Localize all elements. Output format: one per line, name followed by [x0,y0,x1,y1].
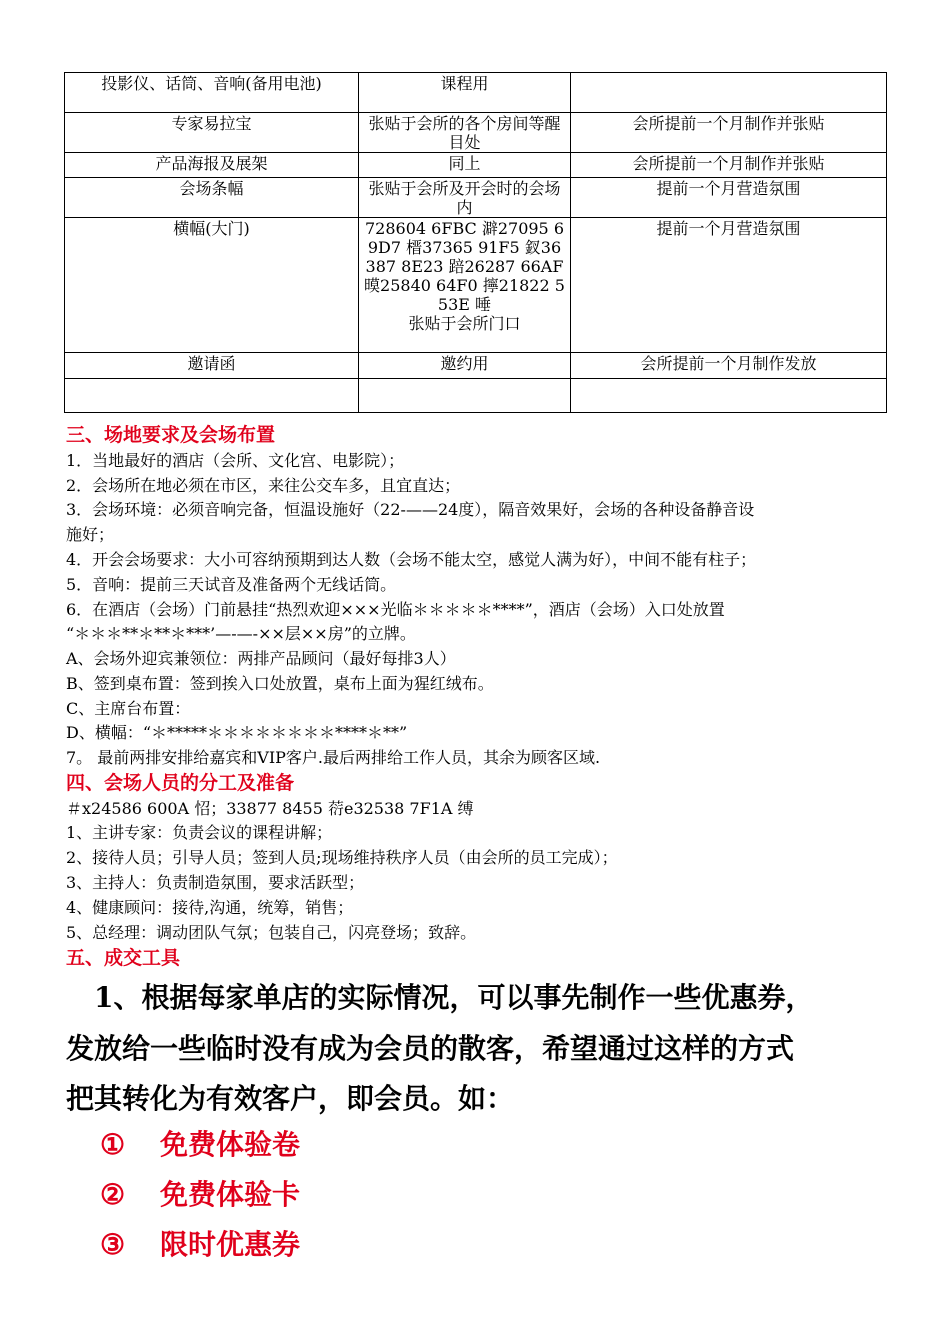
coupon-label: 限时优惠券 [160,1228,301,1261]
table-row [65,379,887,413]
table-cell [65,379,359,413]
table-cell: 邀约用 [359,353,571,379]
coupon-label: 免费体验卷 [160,1128,301,1161]
text-line: “＊＊＊**＊**＊***’—-—-××层××房”的立牌。 [66,624,416,643]
paragraph-line: 把其转化为有效客户，即会员。如： [66,1082,515,1115]
table-cell: 课程用 [359,73,571,113]
coupon-number: ① [100,1128,126,1161]
table-cell: 同上 [359,153,571,178]
coupon-number: ③ [100,1228,126,1261]
table-cell: 邀请函 [65,353,359,379]
table-row [65,353,887,379]
section-heading-venue: 三、场地要求及会场布置 [66,424,276,446]
text-line: 施好； [66,525,115,544]
table-cell: 会所提前一个月制作发放 [571,353,887,379]
banner-code-text: 728604 6FBC 澼27095 69D7 榗37365 91F5 釵36387 8E23 踣26287 66AF 暯25840 64F0 擰21822 553E 唾 [364,219,565,314]
text-line: 4．开会会场要求：大小可容纳预期到达人数（会场不能太空，感觉人满为好），中间不能有柱子； [66,550,757,569]
banner-note: 张贴于会所门口 [408,314,521,333]
table-row [65,153,887,178]
table-row [65,218,887,353]
table-cell: 产品海报及展架 [65,153,359,178]
table-cell: 横幅(大门) [65,218,359,353]
materials-table [64,72,887,413]
text-line: 5．音响：提前三天试音及准备两个无线话筒。 [66,575,397,594]
text-line: 5、总经理：调动团队气氛；包装自己，闪亮登场；致辞。 [66,923,477,942]
text-line: 1、主讲专家：负责会议的课程讲解； [66,823,333,842]
text-line: 6．在酒店（会场）门前悬挂“热烈欢迎×××光临＊＊＊＊＊****”，酒店（会场）入口处放置 [66,600,725,619]
coupon-number: ② [100,1178,126,1211]
table-cell: 张贴于会所及开会时的会场内 [359,178,571,218]
coupon-item [100,1220,300,1270]
table-cell: 会场条幅 [65,178,359,218]
table-cell: 会所提前一个月制作并张贴 [571,153,887,178]
table-cell: 会所提前一个月制作并张贴 [571,113,887,153]
table-cell: 提前一个月营造氛围 [571,218,887,353]
section-heading-closing-tools: 五、成交工具 [66,947,181,969]
text-line: C、主席台布置： [66,699,191,718]
paragraph-line: 1、根据每家单店的实际情况，可以事先制作一些优惠券， [66,981,814,1014]
coupon-label: 免费体验卡 [160,1178,301,1211]
text-line: 2．会场所在地必须在市区，来往公交车多，且宜直达； [66,476,461,495]
text-line: A、会场外迎宾兼领位：两排产品顾问（最好每排3人） [66,649,456,668]
table-cell: 提前一个月营造氛围 [571,178,887,218]
table-cell: 张贴于会所的各个房间等醒目处 [359,113,571,153]
table-row [65,113,887,153]
section-heading-staff: 四、会场人员的分工及准备 [66,772,295,794]
table-row [65,73,887,113]
text-line: 3．会场环境：必须音响完备，恒温设施好（22-——24度），隔音效果好，会场的各种设备静音设 [66,500,755,519]
text-line: D、横幅：“＊*****＊＊＊＊＊＊＊＊****＊**” [66,723,408,742]
text-line: 2、接待人员；引导人员；签到人员;现场维持秩序人员（由会所的员工完成）； [66,848,618,867]
text-line: ＃x24586 600A 怊；33877 8455 葕e32538 7F1A 缚 [66,799,474,818]
table-cell: 专家易拉宝 [65,113,359,153]
table-row [65,178,887,218]
table-cell [359,379,571,413]
text-line: 1．当地最好的酒店（会所、文化宫、电影院）； [66,451,405,470]
text-line: 7。 最前两排安排给嘉宾和VIP客户.最后两排给工作人员，其余为顾客区域. [66,748,601,767]
table-cell: 投影仪、话筒、音响(备用电池) [65,73,359,113]
table-cell [571,379,887,413]
paragraph-line: 发放给一些临时没有成为会员的散客，希望通过这样的方式 [66,1032,795,1065]
text-line: 3、主持人：负责制造氛围，要求活跃型； [66,873,365,892]
table-cell [571,73,887,113]
table-cell-banner [359,218,571,353]
text-line: 4、健康顾问：接待,沟通，统筹，销售； [66,898,354,917]
text-line: B、签到桌布置：签到挨入口处放置，桌布上面为猩红绒布。 [66,674,494,693]
coupon-item [100,1170,300,1220]
coupon-item [100,1120,300,1170]
